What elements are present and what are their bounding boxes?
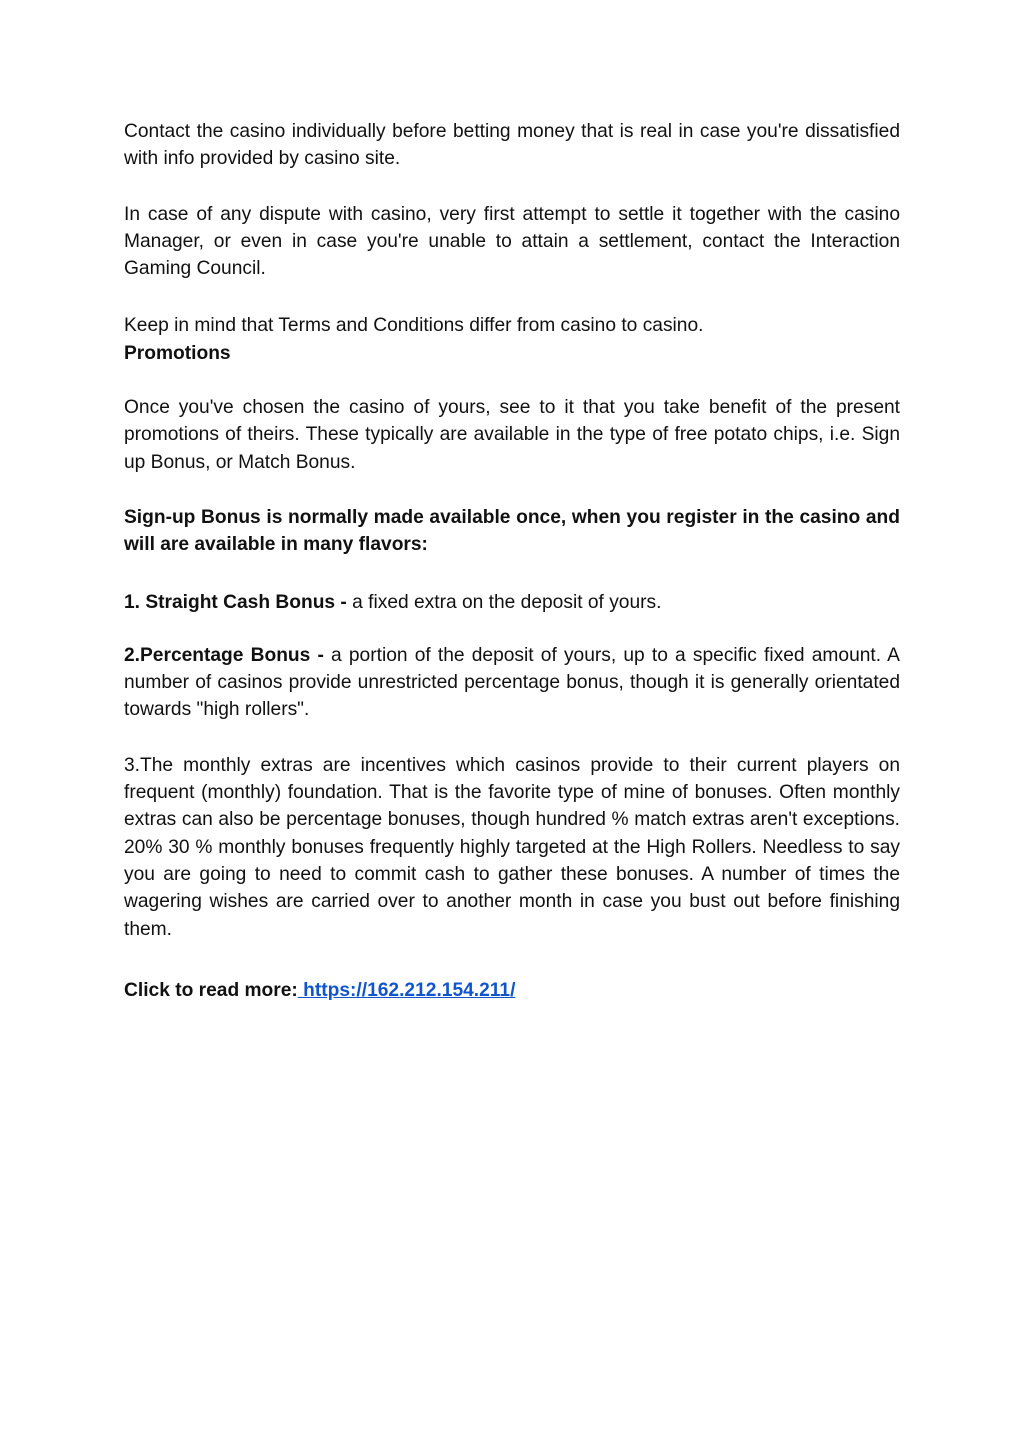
paragraph-promotions: Once you've chosen the casino of yours, see to it that you take benefit of the present promotions of theirs. These typically are available in the type of free potato chips, i.e. Sign up Bonus, or Match Bonus. — [124, 397, 900, 473]
paragraph-contact-casino: Contact the casino individually before betting money that is real in case you're dissatisfied with info provided by casino site. — [124, 121, 900, 170]
list-item-percentage — [124, 642, 900, 724]
list-item-monthly: 3.The monthly extras are incentives which casinos provide to their current players on frequent (monthly) foundation. That is the favorite type of mine of bonuses. Often monthly extras can also be percentage bonuses, though hundred % match extras aren't exceptions. 20% 30 % monthly bonuses frequently highly targeted at the High Rollers. Needless to say you are going to need to commit cash to gather these bonuses. A number of times the wagering wishes are carried over to another month in case you bust out before finishing them. — [124, 754, 900, 940]
list-item-straight-cash — [124, 589, 900, 616]
list-item-text: a fixed extra on the deposit of yours. — [346, 591, 662, 613]
list-item-text: a portion of the deposit of yours, up to a specific fixed amount. A number of casinos provide unrestricted percentage bonus, though it is generally orientated towards "high rollers". — [124, 644, 900, 721]
paragraph-dispute: In case of any dispute with casino, very first attempt to settle it together with the casino Manager, or even in case you're unable to attain a settlement, contact the Interaction Gaming Council. — [124, 203, 900, 280]
paragraph-signup-bonus: Sign-up Bonus is normally made available once, when you register in the casino and will are available in many flavors: — [124, 506, 900, 556]
heading-promotions: Promotions — [124, 342, 231, 364]
list-item-label: 1. Straight Cash Bonus - — [124, 591, 347, 613]
document-page — [124, 118, 900, 1004]
read-more-label: Click to read more: — [124, 979, 298, 1001]
read-more-line — [124, 977, 900, 1004]
list-item-label: 2.Percentage Bonus - — [124, 644, 324, 666]
paragraph-terms: Keep in mind that Terms and Conditions differ from casino to casino. — [124, 315, 704, 337]
read-more-link[interactable]: https://162.212.154.211/ — [297, 979, 516, 1001]
